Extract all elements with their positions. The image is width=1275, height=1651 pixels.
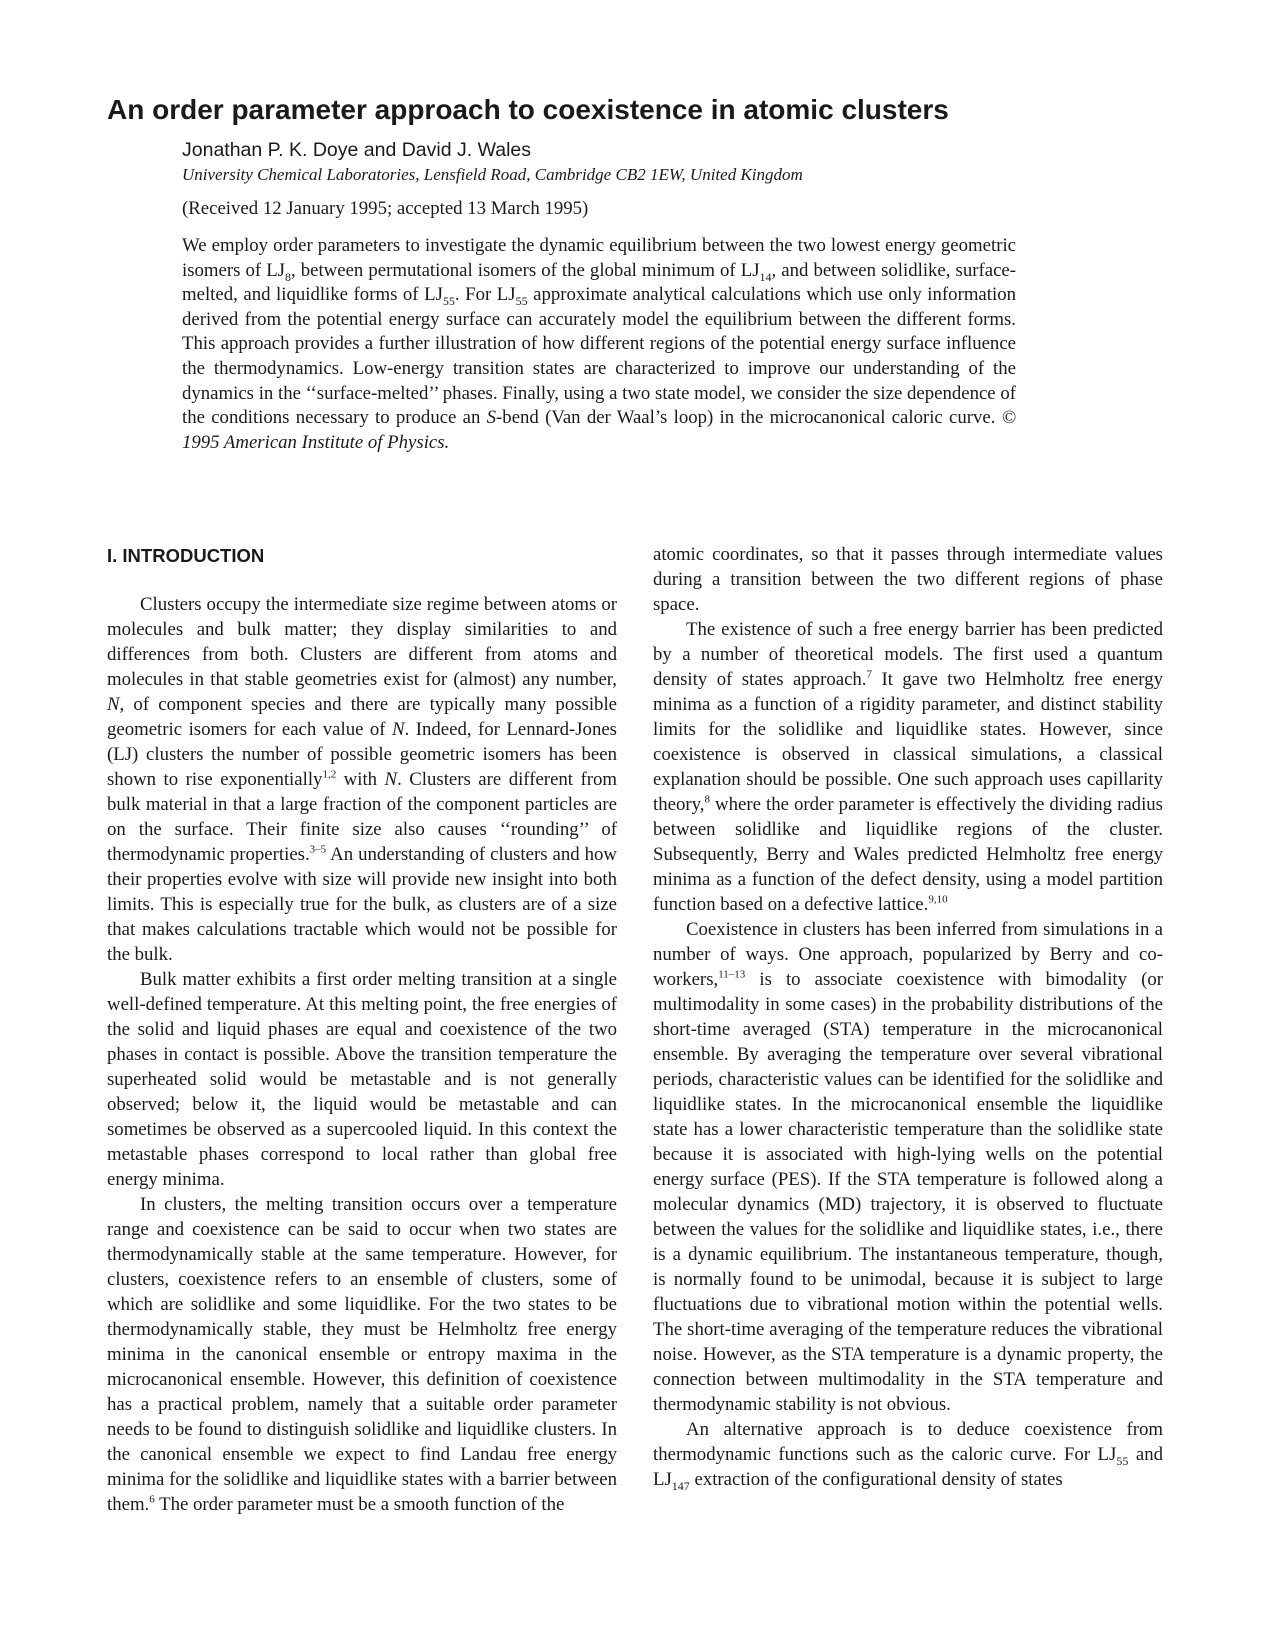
- paragraph: atomic coordinates, so that it passes through intermediate values during a transition between the two different regions of phase space.: [653, 544, 1163, 615]
- citation-ref: 1,2: [322, 768, 337, 781]
- copyright-notice: © 1995 American Institute of Physics.: [182, 407, 1016, 453]
- citation-ref: 7: [866, 668, 872, 681]
- citation-ref: 6: [149, 1493, 155, 1506]
- paragraph: In clusters, the melting transition occurs over a temperature range and coexistence can be said to occur when two states are thermodynamically stable at the same temperature. However, for clusters, coexistence refers to an ensemble of clusters, some of which are solidlike and some liquidlike. For the two states to be thermodynamically stable, they must be Helmholtz free energy minima in the canonical ensemble or entropy maxima in the microcanonical ensemble. However, this definition of coexistence has a practical problem, namely that a suitable order parameter needs to be found to distinguish solidlike and liquidlike clusters. In the canonical ensemble we expect to find Landau free energy minima for the solidlike and liquidlike states with a barrier between them.$^6$ The order parameter must be a smooth function of the: [107, 1194, 617, 1515]
- paragraph: Clusters occupy the intermediate size regime between atoms or molecules and bulk matter; they display similarities to and differences from both. Clusters are different from atoms and molecules in that stable geometries exist for (almost) any number, N, of component species and there are typically many possible geometric isomers for each value of N. Indeed, for Lennard-Jones (LJ) clusters the number of possible geometric isomers has been shown to rise exponentially$^{1,2}$ with N. Clusters are different from bulk material in that a large fraction of the component particles are on the surface. Their finite size also causes ‘‘rounding’’ of thermodynamic properties.$^{3-5}$ An understanding of clusters and how their properties evolve with size will provide new insight into both limits. This is especially true for the bulk, as clusters are of a size that makes calculations tractable which would not be possible for the bulk.: [107, 594, 617, 965]
- citation-ref: 11–13: [718, 968, 746, 981]
- paragraph: Coexistence in clusters has been inferred from simulations in a number of ways. One approach, popularized by Berry and co-workers,$^{11-13}$ is to associate coexistence with bimodality (or multimodality in some cases) in the probability distributions of the short-time averaged (STA) temperature in the microcanonical ensemble. By averaging the temperature over several vibrational periods, characteristic values can be identified for the solidlike and liquidlike states. In the microcanonical ensemble the liquidlike state has a lower characteristic temperature than the solidlike state because it is associated with high-lying wells on the potential energy surface (PES). If the STA temperature is followed along a molecular dynamics (MD) trajectory, it is observed to fluctuate between the values for the solidlike and liquidlike states, i.e., there is a dynamic equilibrium. The instantaneous temperature, though, is normally found to be unimodal, because it is subject to large fluctuations due to vibrational motion within the potential wells. The short-time averaging of the temperature reduces the vibrational noise. However, as the STA temperature is a dynamic property, the connection between multimodality in the STA temperature and thermodynamic stability is not obvious.: [653, 919, 1163, 1415]
- author-affiliation: University Chemical Laboratories, Lensfield Road, Cambridge CB2 1EW, United Kingdom: [182, 165, 803, 184]
- section-heading: I. INTRODUCTION: [107, 545, 265, 566]
- paragraph: An alternative approach is to deduce coexistence from thermodynamic functions such as the caloric curve. For $LJ_{55}$ and $LJ_{147}$ extraction of the configurational density of states: [653, 1419, 1163, 1493]
- author-list: Jonathan P. K. Doye and David J. Wales: [182, 139, 532, 161]
- left-column: [107, 592, 617, 1517]
- paragraph: The existence of such a free energy barrier has been predicted by a number of theoretical models. The first used a quantum density of states approach.$^7$ It gave two Helmholtz free energy minima as a function of a rigidity parameter, and distinct stability limits for the solidlike and liquidlike states. However, since coexistence is observed in classical simulations, a classical explanation should be possible. One such approach uses capillarity theory,$^8$ where the order parameter is effectively the dividing radius between solidlike and liquidlike regions of the cluster. Subsequently, Berry and Wales predicted Helmholtz free energy minima as a function of the defect density, using a model partition function based on a defective lattice.$^{9,10}$: [653, 619, 1163, 915]
- right-column: [653, 542, 1163, 1492]
- paragraph: Bulk matter exhibits a first order melting transition at a single well-defined temperature. At this melting point, the free energies of the solid and liquid phases are equal and coexistence of the two phases in contact is possible. Above the transition temperature the superheated solid would be metastable and is not generally observed; below it, the liquid would be metastable and can sometimes be observed as a supercooled liquid. In this context the metastable phases correspond to local rather than global free energy minima.: [107, 969, 617, 1190]
- abstract: We employ order parameters to investigate the dynamic equilibrium between the two lowest energy geometric isomers of $LJ_8$, between permutational isomers of the global minimum of $LJ_{14}$, and between solidlike, surface-melted, and liquidlike forms of $LJ_{55}$. For $LJ_{55}$ approximate analytical calculations which use only information derived from the potential energy surface can accurately model the equilibrium between the different forms. This approach provides a further illustration of how different regions of the potential energy surface influence the thermodynamics. Low-energy transition states are characterized to improve our understanding of the dynamics in the ‘‘surface-melted’’ phases. Finally, using a two state model, we consider the size dependence of the conditions necessary to produce an S-bend (Van der Waal’s loop) in the microcanonical caloric curve. © 1995 American Institute of Physics.: [182, 235, 1016, 453]
- citation-ref: 3–5: [309, 843, 327, 856]
- citation-ref: 9,10: [928, 893, 948, 906]
- citation-ref: 8: [704, 793, 710, 806]
- received-dates: (Received 12 January 1995; accepted 13 March 1995): [182, 198, 589, 219]
- paper-title: An order parameter approach to coexistence in atomic clusters: [107, 94, 949, 125]
